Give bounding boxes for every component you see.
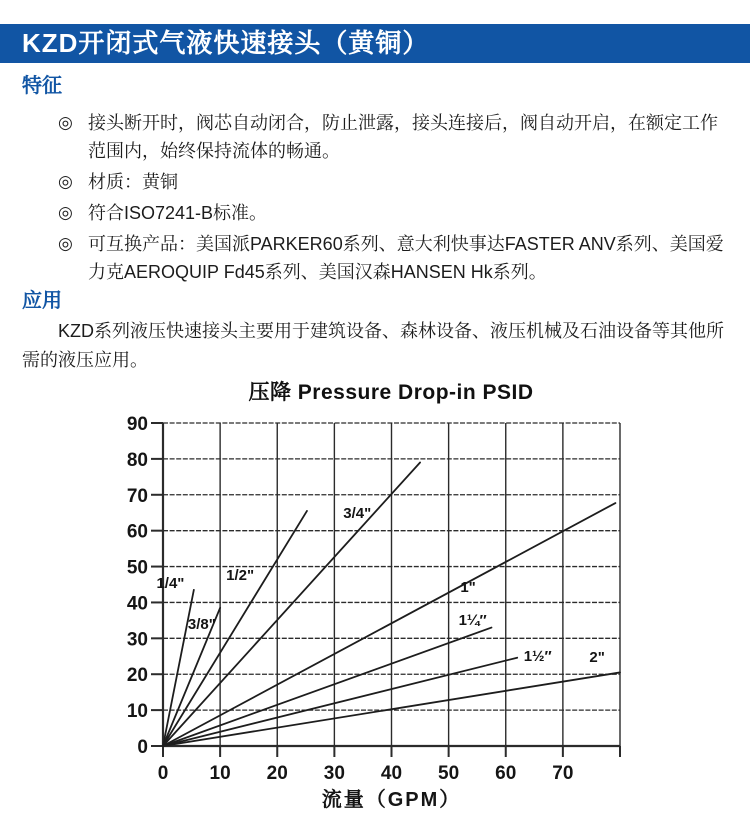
features-heading: 特征	[22, 75, 62, 97]
axis-ticks	[151, 423, 620, 757]
y-tick-label: 50	[126, 557, 148, 579]
feature-item-text: 材质：黄铜	[88, 172, 178, 192]
pressure-drop-chart-svg	[115, 406, 640, 824]
y-tick-label: 10	[126, 701, 148, 723]
series-label-5: 1¼″	[458, 612, 487, 630]
series-label-4: 1"	[460, 579, 476, 597]
series-label-7: 2"	[589, 648, 605, 666]
y-tick-label: 60	[126, 521, 148, 543]
series-line-6	[163, 658, 517, 746]
y-tick-label: 20	[126, 665, 148, 687]
chart-title: 压降 Pressure Drop-in PSID	[248, 381, 534, 404]
page-title-bar	[0, 24, 750, 63]
series-label-0: 1/4"	[156, 575, 185, 593]
y-tick-label: 40	[126, 593, 148, 615]
feature-item	[58, 109, 730, 165]
feature-item-text: 接头断开时，阀芯自动闭合，防止泄露，接头连接后，阀自动开启，在额定工作范围内，始终保持流体的畅通。	[88, 113, 718, 161]
y-tick-label: 80	[126, 449, 148, 471]
series-line-0	[163, 590, 194, 746]
x-tick-label: 0	[157, 763, 169, 784]
x-tick-label: 70	[552, 763, 574, 784]
series-line-5	[163, 628, 491, 746]
application-heading: 应用	[22, 290, 62, 312]
pressure-drop-chart	[115, 406, 640, 824]
series-label-3: 3/4"	[343, 505, 372, 523]
page-title: KZD开闭式气液快速接头（黄铜）	[22, 28, 430, 58]
x-tick-label: 50	[438, 763, 460, 784]
x-tick-labels	[158, 763, 574, 784]
y-tick-label: 30	[126, 629, 148, 651]
y-tick-label: 70	[126, 485, 148, 507]
bullseye-bullet-icon: ◎	[58, 172, 73, 191]
bullseye-bullet-icon: ◎	[58, 113, 73, 132]
x-tick-label: 20	[266, 763, 288, 784]
x-tick-label: 40	[380, 763, 403, 784]
x-tick-label: 60	[495, 763, 517, 784]
series-label-6: 1½″	[523, 647, 552, 665]
x-tick-label: 10	[209, 763, 231, 784]
series-line-3	[163, 462, 420, 746]
series-label-2: 1/2"	[226, 567, 255, 585]
feature-item	[58, 199, 730, 227]
bullseye-bullet-icon: ◎	[58, 234, 73, 253]
chart-grid	[163, 423, 620, 746]
feature-item-text: 符合ISO7241-B标准。	[88, 203, 268, 223]
application-paragraph: KZD系列液压快速接头主要用于建筑设备、森林设备、液压机械及石油设备等其他所需的液压应用。	[22, 321, 724, 370]
x-tick-label: 30	[323, 763, 345, 784]
series-label-1: 3/8"	[187, 615, 216, 633]
bullseye-bullet-icon: ◎	[58, 203, 73, 222]
feature-item	[58, 168, 730, 196]
y-tick-label: 90	[126, 414, 148, 435]
feature-item	[58, 230, 730, 286]
feature-list	[58, 109, 730, 289]
y-tick-label: 0	[137, 737, 148, 758]
x-axis-title: 流量（GPM）	[321, 789, 462, 811]
feature-item-text: 可互换产品：美国派PARKER60系列、意大利快事达FASTER ANV系列、美国爱力克AEROQUIP Fd45系列、美国汉森HANSEN Hk系列。	[88, 234, 724, 282]
y-tick-labels	[127, 414, 148, 758]
series-lines	[156, 462, 620, 746]
